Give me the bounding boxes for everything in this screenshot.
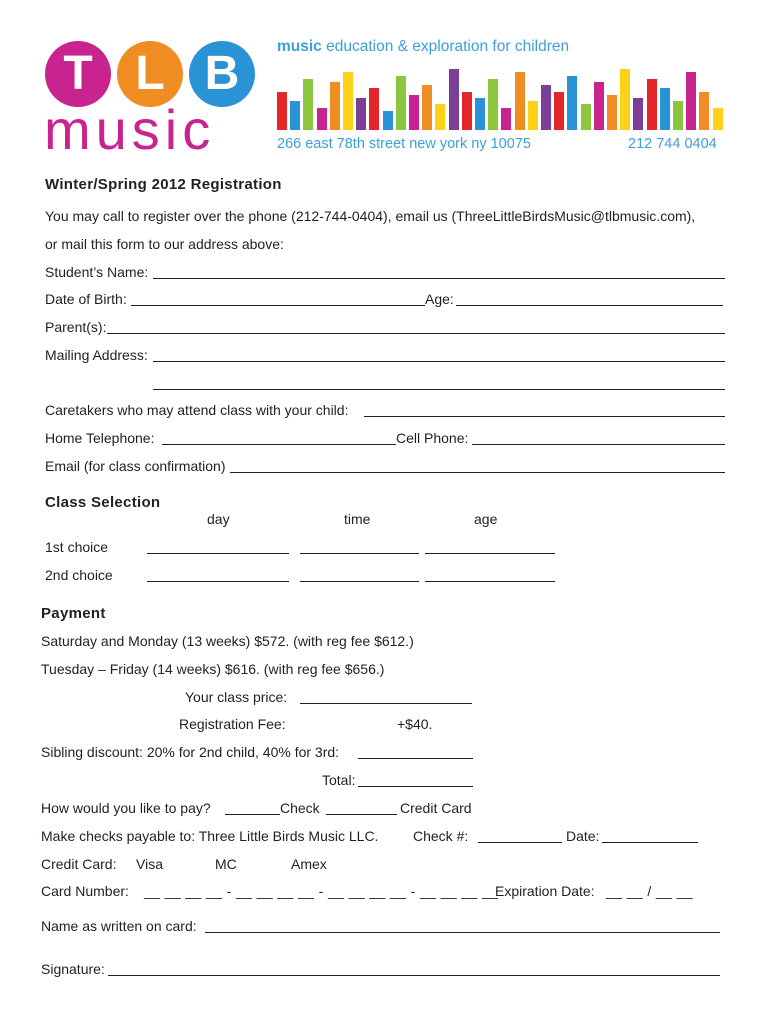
- equalizer-bar: [581, 104, 591, 130]
- card-type-amex[interactable]: Amex: [291, 856, 327, 872]
- equalizer-bar: [699, 92, 709, 130]
- total-label: Total:: [322, 772, 356, 788]
- equalizer-bar: [475, 98, 485, 130]
- intro-line-2: or mail this form to our address above:: [45, 236, 284, 252]
- class-price-label: Your class price:: [185, 689, 288, 705]
- card-number-label: Card Number:: [41, 883, 129, 899]
- first-choice-day-field[interactable]: [147, 553, 289, 554]
- equalizer-bar: [647, 79, 657, 130]
- tagline-strong: music: [277, 38, 322, 55]
- mailing-address-label: Mailing Address:: [45, 347, 148, 363]
- equalizer-bar: [620, 69, 630, 130]
- equalizer-bar: [343, 72, 353, 130]
- first-choice-label: 1st choice: [45, 539, 109, 555]
- check-number-label: Check #:: [413, 828, 469, 844]
- payment-title: Payment: [41, 605, 106, 622]
- equalizer-bar: [488, 79, 498, 130]
- dob-field[interactable]: [131, 305, 425, 306]
- col-age: age: [474, 511, 498, 527]
- equalizer-bar: [554, 92, 564, 130]
- cell-phone-field[interactable]: [472, 444, 725, 445]
- parents-field[interactable]: [107, 333, 725, 334]
- equalizer-bar: [383, 111, 393, 130]
- equalizer-bar: [713, 108, 723, 130]
- logo-letter-t: T: [45, 41, 111, 107]
- pay-credit-card-blank[interactable]: [326, 814, 397, 815]
- name-on-card-field[interactable]: [205, 932, 720, 933]
- equalizer-bar: [633, 98, 643, 130]
- how-pay-label: How would you like to pay?: [41, 800, 211, 816]
- equalizer-bar: [330, 82, 340, 130]
- caretakers-label: Caretakers who may attend class with your child:: [45, 402, 349, 418]
- age-field[interactable]: [456, 305, 723, 306]
- student-name-label: Student’s Name:: [45, 264, 149, 280]
- registration-fee-value: +$40.: [397, 716, 433, 732]
- col-time: time: [344, 511, 371, 527]
- cell-phone-label: Cell Phone:: [396, 430, 469, 446]
- equalizer-bar: [396, 76, 406, 130]
- mailing-address-field-1[interactable]: [153, 361, 725, 362]
- sibling-discount-label: Sibling discount: 20% for 2nd child, 40% for 3rd:: [41, 744, 340, 760]
- equalizer-bar: [501, 108, 511, 130]
- age-label: Age:: [425, 291, 454, 307]
- credit-card-label: Credit Card:: [41, 856, 117, 872]
- sibling-discount-field[interactable]: [358, 758, 473, 759]
- address: 266 east 78th street new york ny 10075: [277, 136, 531, 152]
- equalizer-bar: [369, 88, 379, 130]
- second-choice-age-field[interactable]: [425, 581, 555, 582]
- expiration-date-label: Expiration Date:: [495, 883, 595, 899]
- second-choice-time-field[interactable]: [300, 581, 419, 582]
- equalizer-bar: [290, 101, 300, 130]
- card-type-mc[interactable]: MC: [215, 856, 237, 872]
- mailing-address-field-2[interactable]: [153, 389, 725, 390]
- signature-label: Signature:: [41, 961, 105, 977]
- second-choice-day-field[interactable]: [147, 581, 289, 582]
- total-field[interactable]: [358, 786, 473, 787]
- pay-credit-card-option: Credit Card: [400, 800, 472, 816]
- equalizer-bar: [660, 88, 670, 130]
- second-choice-label: 2nd choice: [45, 567, 113, 583]
- sat-mon-pricing: Saturday and Monday (13 weeks) $572. (with reg fee $612.): [41, 633, 414, 649]
- intro-line-1: You may call to register over the phone (212-744-0404), email us (ThreeLittleBirdsMusic@tlbmusic.com),: [45, 208, 696, 224]
- home-telephone-field[interactable]: [162, 444, 396, 445]
- student-name-field[interactable]: [153, 278, 725, 279]
- email-field[interactable]: [230, 472, 725, 473]
- registration-fee-label: Registration Fee:: [179, 716, 286, 732]
- checks-payable-text: Make checks payable to: Three Little Birds Music LLC.: [41, 828, 379, 844]
- tagline-rest: education & exploration for children: [321, 38, 570, 55]
- equalizer-bar: [607, 95, 617, 130]
- class-selection-title: Class Selection: [45, 494, 161, 511]
- logo-letter-b: B: [189, 41, 255, 107]
- first-choice-time-field[interactable]: [300, 553, 419, 554]
- equalizer-bar: [303, 79, 313, 130]
- card-number-blanks[interactable]: __ __ __ __ - __ __ __ __ - __ __ __ __ - __ __ __ __: [144, 883, 499, 899]
- logo-word: music: [44, 98, 216, 161]
- equalizer-bar: [686, 72, 696, 130]
- tue-fri-pricing: Tuesday – Friday (14 weeks) $616. (with reg fee $656.): [41, 661, 385, 677]
- equalizer-bar: [528, 101, 538, 130]
- form-title: Winter/Spring 2012 Registration: [45, 176, 282, 193]
- equalizer-bar: [409, 95, 419, 130]
- pay-check-option: Check: [280, 800, 320, 816]
- pay-check-blank[interactable]: [225, 814, 280, 815]
- equalizer-bar: [515, 72, 525, 130]
- class-price-field[interactable]: [300, 703, 472, 704]
- equalizer-bar: [317, 108, 327, 130]
- equalizer-bar: [277, 92, 287, 130]
- first-choice-age-field[interactable]: [425, 553, 555, 554]
- phone: 212 744 0404: [628, 136, 717, 152]
- card-type-visa[interactable]: Visa: [136, 856, 163, 872]
- equalizer-bar: [435, 104, 445, 130]
- equalizer-bar: [594, 82, 604, 130]
- signature-field[interactable]: [108, 975, 720, 976]
- equalizer-bar: [449, 69, 459, 130]
- check-date-label: Date:: [566, 828, 600, 844]
- home-telephone-label: Home Telephone:: [45, 430, 155, 446]
- name-on-card-label: Name as written on card:: [41, 918, 197, 934]
- check-number-field[interactable]: [478, 842, 562, 843]
- tagline: [277, 38, 569, 56]
- caretakers-field[interactable]: [364, 416, 725, 417]
- expiration-date-blanks[interactable]: __ __ / __ __: [606, 883, 693, 899]
- equalizer-bar: [673, 101, 683, 130]
- equalizer-bar: [356, 98, 366, 130]
- check-date-field[interactable]: [602, 842, 698, 843]
- parents-label: Parent(s):: [45, 319, 107, 335]
- logo-letter-l: L: [117, 41, 183, 107]
- email-label: Email (for class confirmation): [45, 458, 226, 474]
- equalizer-bar: [462, 92, 472, 130]
- equalizer-bar: [422, 85, 432, 130]
- dob-label: Date of Birth:: [45, 291, 127, 307]
- col-day: day: [207, 511, 230, 527]
- equalizer-bar: [541, 85, 551, 130]
- equalizer-bar: [567, 76, 577, 130]
